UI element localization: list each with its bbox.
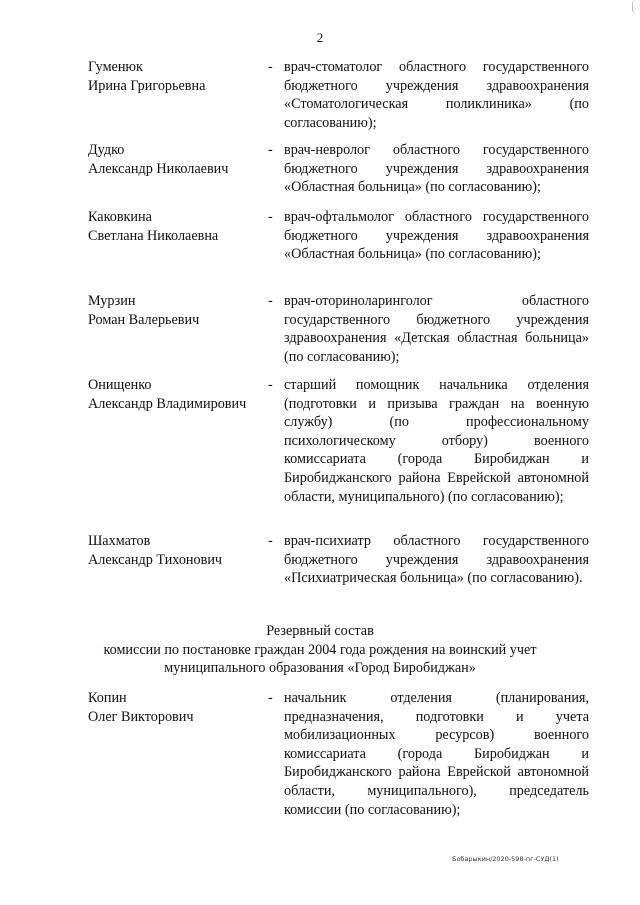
member-surname: Мурзин (88, 293, 136, 309)
page-edge-mark (632, 0, 636, 14)
member-name (88, 376, 263, 413)
member-surname: Дудко (88, 142, 125, 158)
member-position: врач-невролог областного государственного бюджетного учреждения здравоохранения «Областная больница» (по согласованию); (284, 142, 589, 196)
member-position: врач-стоматолог областного государственного бюджетного учреждения здравоохранения «Стоматологическая поликлиника» (по согласованию); (284, 59, 589, 131)
member-given-names: Роман Валерьевич (88, 311, 200, 328)
member-position: врач-психиатр областного государственного бюджетного учреждения здравоохранения «Психиатрическая больница» (по согласованию). (284, 533, 589, 587)
member-given-names: Светлана Николаевна (88, 227, 219, 244)
member-surname: Гуменюк (88, 59, 143, 75)
member-position: начальник отделения (планирования, предназначения, подготовки и учета мобилизационных ресурсов) военного комиссариата (города Биробиджан и Биробиджанского района Еврейской автономной области, муниципального), председатель комиссии (по согласованию); (284, 690, 589, 818)
member-dash: - (268, 690, 273, 706)
member-dash: - (268, 59, 273, 75)
member-given-names: Александр Николаевич (88, 160, 229, 177)
member-position: врач-офтальмолог областного государственного бюджетного учреждения здравоохранения «Областная больница» (по согласованию); (284, 209, 589, 263)
member-given-names: Александр Тихонович (88, 551, 223, 568)
member-surname: Шахматов (88, 533, 151, 549)
member-surname: Каковкина (88, 209, 152, 225)
member-given-names: Олег Викторович (88, 708, 194, 725)
page-number: 2 (316, 30, 324, 45)
reserve-heading-line3: муниципального образования «Город Биробиджан» (164, 660, 476, 677)
member-name (88, 532, 263, 569)
member-name (88, 208, 263, 245)
member-dash: - (268, 209, 273, 225)
member-surname: Копин (88, 690, 127, 706)
member-position: старший помощник начальника отделения (подготовки и призыва граждан на военную службу) (по профессиональному психологическому отбору) военного комиссариата (города Биробиджан и Биробиджанского района Еврейской автономной области, муниципального) (по согласованию); (284, 377, 589, 505)
member-position: врач-оториноларинголог областного государственного бюджетного учреждения здравоохранения «Детская областная больница» (по согласованию); (284, 293, 589, 365)
member-dash: - (268, 142, 273, 158)
member-dash: - (268, 533, 273, 549)
document-footer-code: Бобарыкин/2020-598-пг-СУД(1) (452, 855, 559, 863)
reserve-heading-line2: комиссии по постановке граждан 2004 года рождения на воинский учет (103, 641, 537, 658)
member-name (88, 58, 263, 95)
reserve-section-heading (0, 622, 640, 678)
member-dash: - (268, 377, 273, 393)
member-surname: Онищенко (88, 377, 152, 393)
member-given-names: Ирина Григорьевна (88, 77, 206, 94)
member-name (88, 292, 263, 329)
member-name (88, 141, 263, 178)
member-name (88, 689, 263, 726)
reserve-heading-title: Резервный состав (266, 623, 374, 639)
member-given-names: Александр Владимирович (88, 395, 247, 412)
member-dash: - (268, 293, 273, 309)
